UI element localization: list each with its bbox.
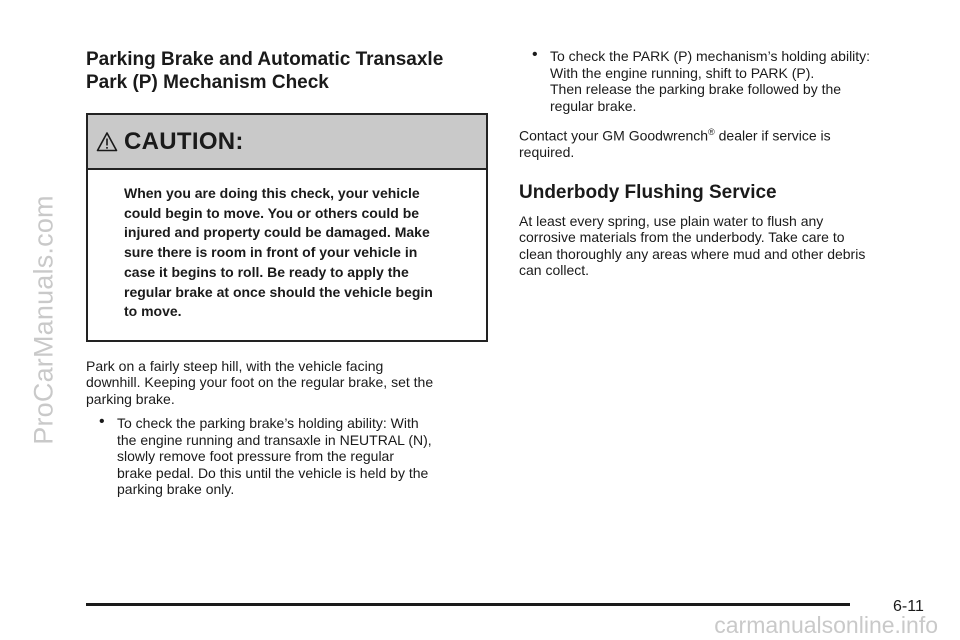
- underbody-title: Underbody Flushing Service: [519, 181, 777, 203]
- left-column: [86, 48, 488, 498]
- caution-line: When you are doing this check, your vehicle: [124, 185, 420, 201]
- bullet-line: To check the parking brake’s holding ability: With: [117, 415, 419, 432]
- bottom-watermark: carmanualsonline.info: [714, 612, 938, 638]
- contact-text: required.: [519, 144, 575, 161]
- contact-text: dealer if service is: [714, 127, 831, 144]
- bullet-line: slowly remove foot pressure from the regular: [117, 448, 394, 465]
- bullet-dot-icon: •: [99, 413, 105, 431]
- bullet-dot-icon: •: [532, 46, 538, 63]
- underbody-line: corrosive materials from the underbody. Take care to: [519, 229, 845, 246]
- section-title-line2: Park (P) Mechanism Check: [86, 72, 329, 93]
- park-mechanism-bullet-list: [519, 48, 939, 114]
- page-number: 6-11: [893, 598, 924, 615]
- caution-line: sure there is room in front of your vehicle in: [124, 244, 418, 261]
- contact-text: Contact your GM Goodwrench: [519, 127, 709, 144]
- caution-line: could begin to move. You or others could be: [124, 204, 420, 221]
- bullet-line: brake pedal. Do this until the vehicle is held by the: [117, 464, 429, 481]
- side-watermark: ProCarManuals.com: [28, 195, 59, 445]
- caution-line: to move.: [124, 303, 182, 320]
- footer-rule: [86, 603, 850, 606]
- caution-header: [88, 115, 486, 170]
- bullet-line: To check the PARK (P) mechanism’s holding ability:: [550, 48, 871, 64]
- intro-line: parking brake.: [86, 390, 175, 407]
- section-title-line1: Parking Brake and Automatic Transaxle: [86, 49, 444, 70]
- caution-text: [88, 170, 486, 340]
- intro-paragraph: [86, 358, 488, 408]
- intro-line: downhill. Keeping your foot on the regular brake, set the: [86, 374, 434, 391]
- caution-label: CAUTION:: [124, 127, 244, 155]
- underbody-paragraph: [519, 213, 939, 279]
- parking-brake-check-bullet: [86, 415, 488, 498]
- bullet-line: With the engine running, shift to PARK (P).: [550, 64, 815, 81]
- underbody-line: At least every spring, use plain water to flush any: [519, 212, 824, 229]
- bullet-line: parking brake only.: [117, 481, 235, 498]
- caution-box: [86, 113, 488, 342]
- underbody-line: clean thoroughly any areas where mud and other debris: [519, 245, 866, 262]
- caution-warning-icon: [96, 131, 118, 153]
- caution-line: case it begins to roll. Be ready to apply the: [124, 263, 409, 280]
- bullet-line: Then release the parking brake followed by the: [550, 81, 842, 97]
- section-title: [86, 48, 488, 94]
- parking-brake-bullet-list: [86, 415, 488, 498]
- bullet-line: the engine running and transaxle in NEUTRAL (N),: [117, 431, 432, 448]
- caution-line: injured and property could be damaged. Make: [124, 224, 430, 241]
- right-column: [519, 48, 939, 279]
- contact-dealer-paragraph: [519, 124, 939, 161]
- caution-line: regular brake at once should the vehicle begin: [124, 283, 433, 300]
- park-mechanism-check-bullet: [519, 48, 939, 114]
- registered-mark: ®: [708, 127, 715, 137]
- intro-line: Park on a fairly steep hill, with the vehicle facing: [86, 357, 384, 374]
- bullet-line: regular brake.: [550, 97, 637, 114]
- underbody-line: can collect.: [519, 262, 590, 279]
